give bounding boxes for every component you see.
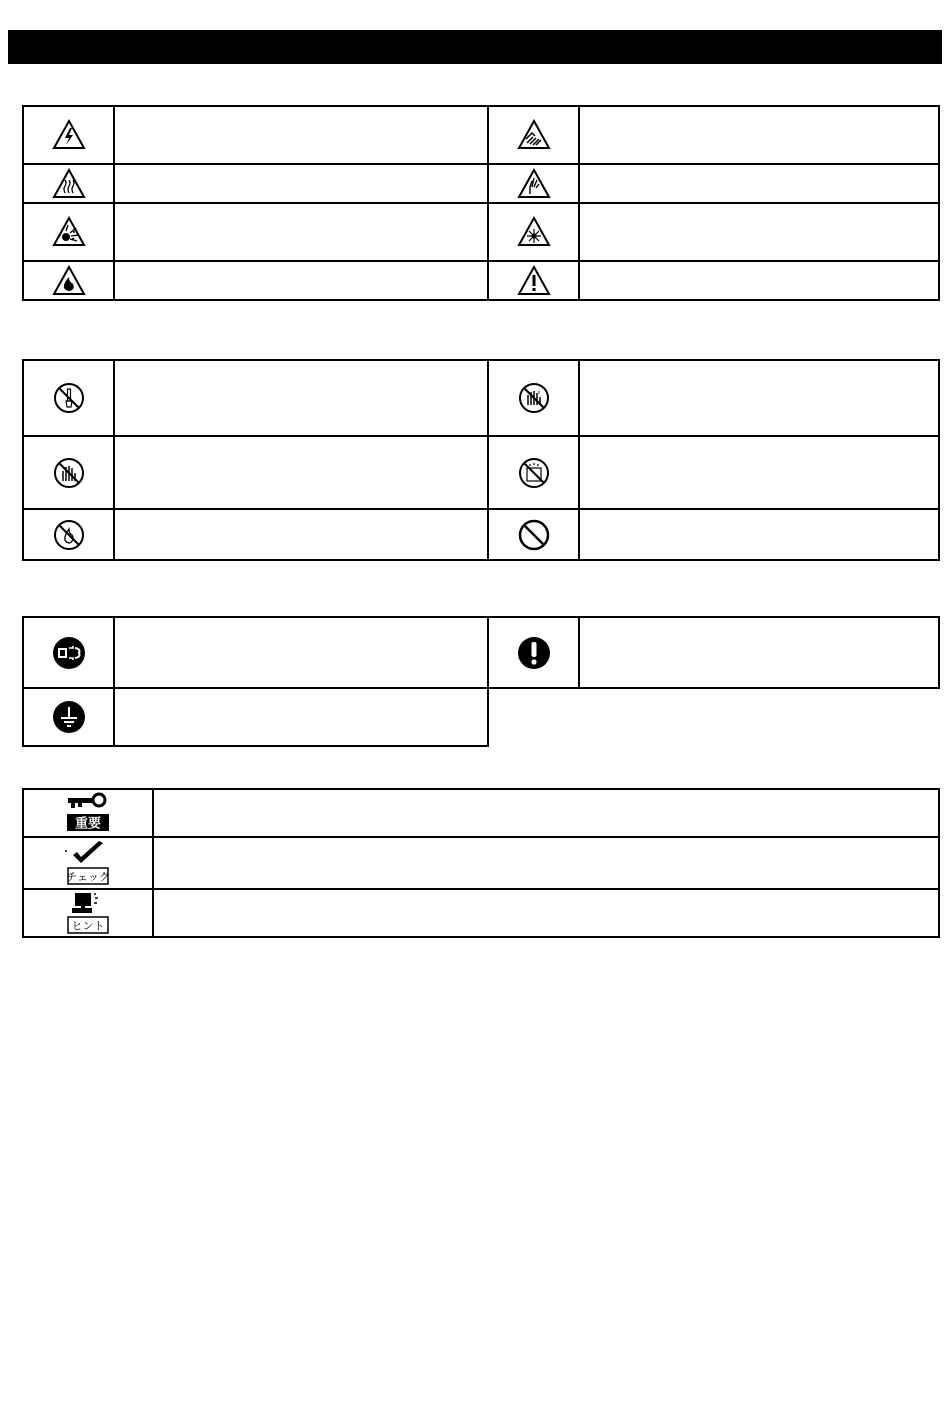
hint-label: ヒント — [71, 919, 105, 933]
fire-warning-icon — [52, 265, 86, 297]
hot-surface-warning-icon — [52, 168, 86, 200]
warning-text-8 — [579, 261, 939, 300]
note-text-1 — [153, 789, 939, 837]
laser-warning-icon — [517, 216, 551, 248]
mandatory-instruction-icon — [516, 635, 552, 671]
no-fire-icon — [52, 518, 86, 552]
important-label: 重要 — [74, 816, 102, 832]
warning-text-1 — [114, 106, 488, 164]
unplug-icon — [51, 635, 87, 671]
warning-text-5 — [114, 203, 488, 261]
instruction-text-3 — [114, 688, 488, 746]
warning-text-4 — [579, 164, 939, 203]
prohibition-text-5 — [114, 509, 488, 560]
electric-shock-warning-icon — [52, 119, 86, 151]
prohibition-text-1 — [114, 360, 488, 436]
warning-text-7 — [114, 261, 488, 300]
hint-computer-icon — [63, 891, 113, 935]
important-key-icon — [63, 792, 113, 834]
page-title-bar — [8, 30, 942, 64]
prohibition-symbols-table — [22, 359, 940, 561]
instruction-text-1 — [114, 617, 488, 688]
prohibition-text-2 — [579, 360, 939, 436]
finger-injury-warning-icon — [517, 168, 551, 200]
warning-text-6 — [579, 203, 939, 261]
prohibition-text-6 — [579, 509, 939, 560]
warning-text-2 — [579, 106, 939, 164]
note-symbols-table — [22, 788, 940, 938]
explosion-warning-icon — [52, 216, 86, 248]
note-text-2 — [153, 837, 939, 889]
note-text-3 — [153, 889, 939, 937]
check-mark-icon — [63, 841, 113, 885]
instruction-text-2 — [579, 617, 939, 688]
no-wet-hands-icon — [517, 381, 551, 415]
prohibition-text-3 — [114, 436, 488, 509]
warning-symbols-table — [22, 105, 940, 301]
general-caution-icon — [517, 265, 551, 297]
prohibition-text-4 — [579, 436, 939, 509]
check-label: チェック — [66, 870, 110, 884]
no-disassembly-icon — [52, 381, 86, 415]
general-prohibition-icon — [517, 518, 551, 552]
grounding-icon — [51, 699, 87, 735]
no-water-icon — [517, 456, 551, 490]
instruction-symbols-table — [22, 616, 940, 747]
do-not-touch-icon — [52, 456, 86, 490]
warning-text-3 — [114, 164, 488, 203]
pinch-hand-warning-icon — [517, 119, 551, 151]
